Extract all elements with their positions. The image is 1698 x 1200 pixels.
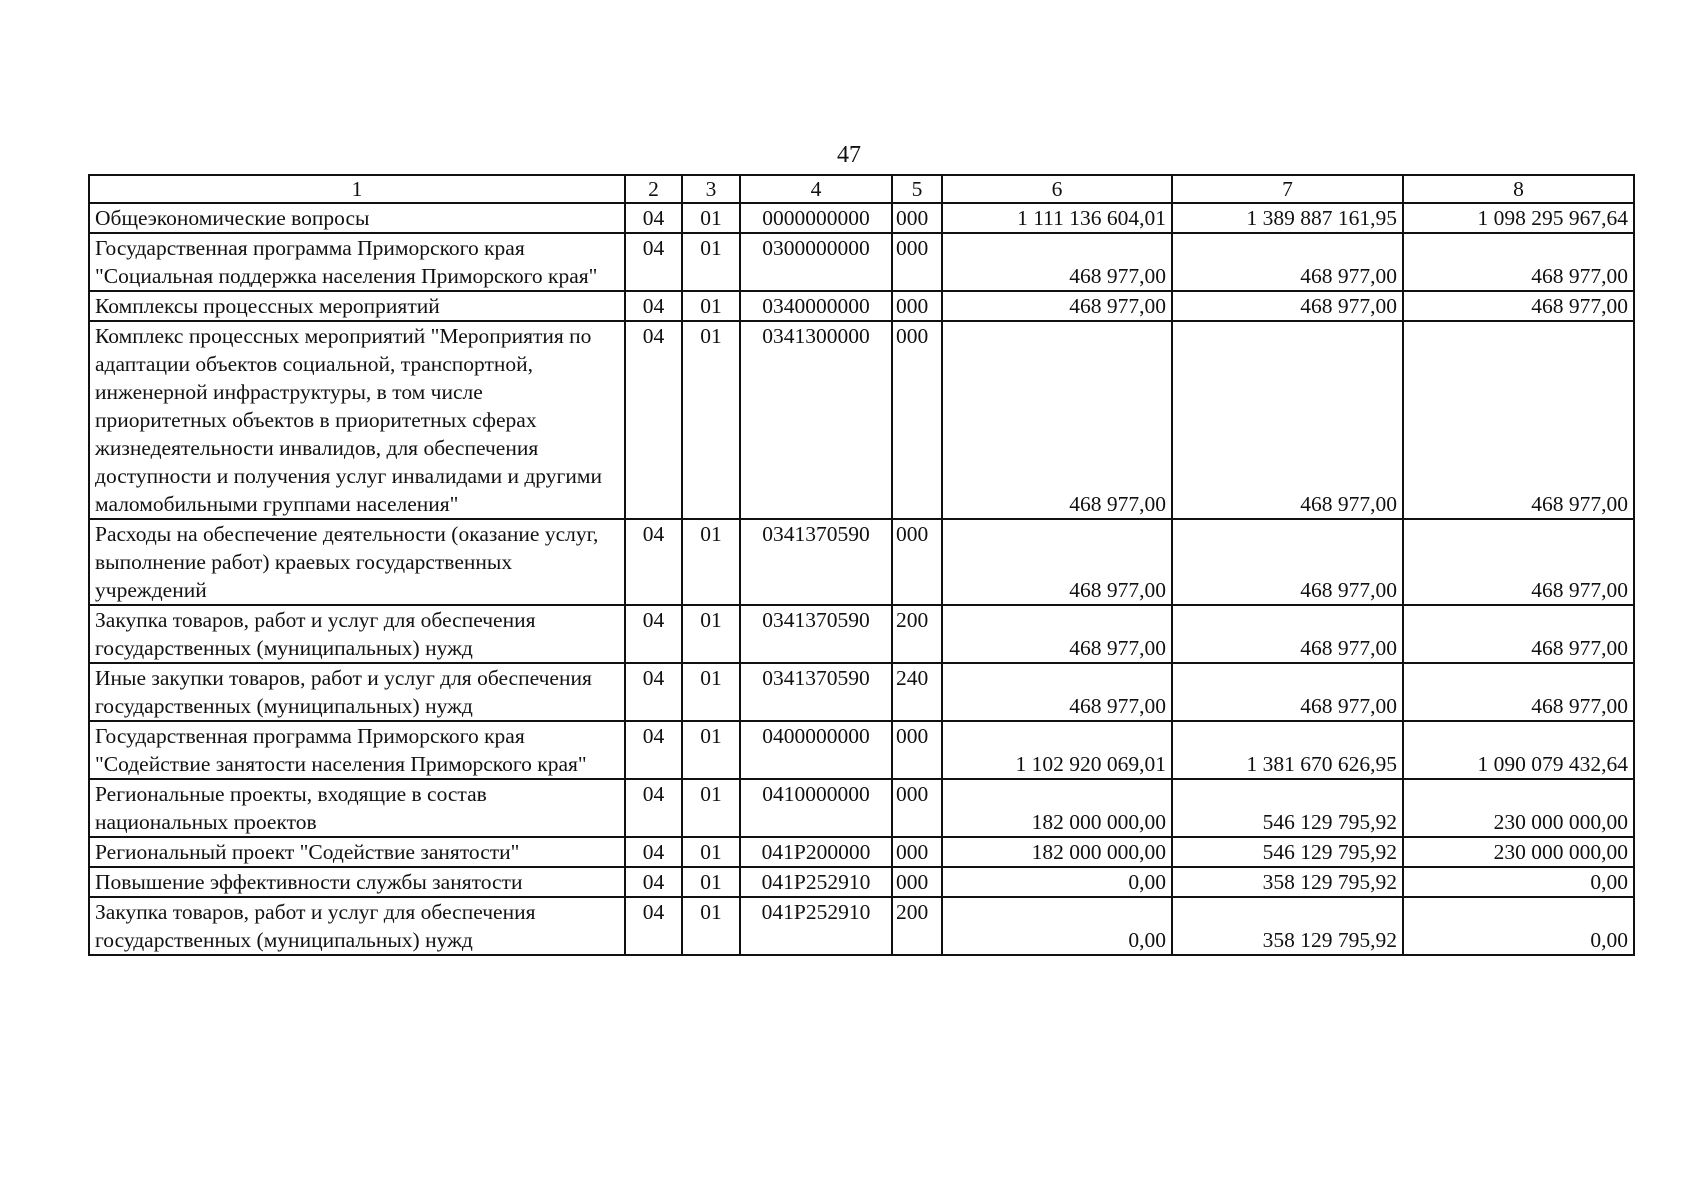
target-article-cell: 0341370590 xyxy=(740,519,892,605)
section-code-cell: 04 xyxy=(625,721,682,779)
target-article-cell: 0400000000 xyxy=(740,721,892,779)
target-article-cell: 0410000000 xyxy=(740,779,892,837)
section-code-cell: 04 xyxy=(625,605,682,663)
row-name-cell: Государственная программа Приморского края "Социальная поддержка населения Приморского края" xyxy=(89,233,625,291)
table-body xyxy=(89,175,1634,955)
table-row xyxy=(89,663,1634,721)
section-code-cell: 04 xyxy=(625,291,682,321)
section-code-cell: 04 xyxy=(625,203,682,233)
amount-col8-cell: 468 977,00 xyxy=(1403,605,1634,663)
expense-type-cell: 000 xyxy=(892,519,942,605)
target-article-cell: 0341300000 xyxy=(740,321,892,519)
amount-col6-cell: 468 977,00 xyxy=(942,291,1172,321)
expense-type-cell: 000 xyxy=(892,721,942,779)
column-header: 6 xyxy=(942,175,1172,203)
table-row xyxy=(89,605,1634,663)
column-header: 3 xyxy=(682,175,740,203)
header-row xyxy=(89,175,1634,203)
amount-col6-cell: 1 102 920 069,01 xyxy=(942,721,1172,779)
section-code-cell: 04 xyxy=(625,867,682,897)
amount-col8-cell: 468 977,00 xyxy=(1403,291,1634,321)
table-row xyxy=(89,233,1634,291)
amount-col6-cell: 0,00 xyxy=(942,897,1172,955)
subsection-code-cell: 01 xyxy=(682,605,740,663)
expense-type-cell: 000 xyxy=(892,867,942,897)
target-article-cell: 041P252910 xyxy=(740,867,892,897)
amount-col7-cell: 468 977,00 xyxy=(1172,233,1403,291)
column-header: 8 xyxy=(1403,175,1634,203)
expense-type-cell: 200 xyxy=(892,605,942,663)
table-row xyxy=(89,867,1634,897)
table-row xyxy=(89,519,1634,605)
amount-col8-cell: 230 000 000,00 xyxy=(1403,779,1634,837)
row-name-cell: Государственная программа Приморского края "Содействие занятости населения Приморского края" xyxy=(89,721,625,779)
row-name-cell: Закупка товаров, работ и услуг для обеспечения государственных (муниципальных) нужд xyxy=(89,897,625,955)
target-article-cell: 0341370590 xyxy=(740,605,892,663)
table-row xyxy=(89,779,1634,837)
column-header: 1 xyxy=(89,175,625,203)
amount-col7-cell: 468 977,00 xyxy=(1172,321,1403,519)
section-code-cell: 04 xyxy=(625,519,682,605)
table-row xyxy=(89,203,1634,233)
amount-col8-cell: 468 977,00 xyxy=(1403,519,1634,605)
expense-type-cell: 000 xyxy=(892,779,942,837)
target-article-cell: 0340000000 xyxy=(740,291,892,321)
amount-col6-cell: 468 977,00 xyxy=(942,605,1172,663)
amount-col6-cell: 468 977,00 xyxy=(942,321,1172,519)
subsection-code-cell: 01 xyxy=(682,233,740,291)
amount-col6-cell: 468 977,00 xyxy=(942,519,1172,605)
target-article-cell: 0300000000 xyxy=(740,233,892,291)
section-code-cell: 04 xyxy=(625,663,682,721)
amount-col7-cell: 468 977,00 xyxy=(1172,291,1403,321)
amount-col7-cell: 468 977,00 xyxy=(1172,663,1403,721)
subsection-code-cell: 01 xyxy=(682,321,740,519)
subsection-code-cell: 01 xyxy=(682,663,740,721)
expense-type-cell: 240 xyxy=(892,663,942,721)
amount-col8-cell: 1 090 079 432,64 xyxy=(1403,721,1634,779)
amount-col7-cell: 1 389 887 161,95 xyxy=(1172,203,1403,233)
row-name-cell: Закупка товаров, работ и услуг для обеспечения государственных (муниципальных) нужд xyxy=(89,605,625,663)
section-code-cell: 04 xyxy=(625,837,682,867)
row-name-cell: Региональный проект "Содействие занятости" xyxy=(89,837,625,867)
subsection-code-cell: 01 xyxy=(682,779,740,837)
expense-type-cell: 000 xyxy=(892,233,942,291)
column-header: 7 xyxy=(1172,175,1403,203)
row-name-cell: Повышение эффективности службы занятости xyxy=(89,867,625,897)
amount-col8-cell: 468 977,00 xyxy=(1403,233,1634,291)
amount-col7-cell: 468 977,00 xyxy=(1172,605,1403,663)
subsection-code-cell: 01 xyxy=(682,867,740,897)
row-name-cell: Расходы на обеспечение деятельности (оказание услуг, выполнение работ) краевых государственных учреждений xyxy=(89,519,625,605)
subsection-code-cell: 01 xyxy=(682,519,740,605)
target-article-cell: 0341370590 xyxy=(740,663,892,721)
amount-col7-cell: 1 381 670 626,95 xyxy=(1172,721,1403,779)
section-code-cell: 04 xyxy=(625,321,682,519)
amount-col7-cell: 546 129 795,92 xyxy=(1172,837,1403,867)
row-name-cell: Комплексы процессных мероприятий xyxy=(89,291,625,321)
subsection-code-cell: 01 xyxy=(682,721,740,779)
budget-table xyxy=(88,174,1635,956)
subsection-code-cell: 01 xyxy=(682,897,740,955)
target-article-cell: 041P200000 xyxy=(740,837,892,867)
amount-col8-cell: 0,00 xyxy=(1403,897,1634,955)
section-code-cell: 04 xyxy=(625,897,682,955)
subsection-code-cell: 01 xyxy=(682,837,740,867)
expense-type-cell: 200 xyxy=(892,897,942,955)
amount-col7-cell: 468 977,00 xyxy=(1172,519,1403,605)
page-number: 47 xyxy=(837,142,861,168)
amount-col8-cell: 1 098 295 967,64 xyxy=(1403,203,1634,233)
amount-col6-cell: 468 977,00 xyxy=(942,663,1172,721)
table-row xyxy=(89,837,1634,867)
expense-type-cell: 000 xyxy=(892,291,942,321)
table-row xyxy=(89,897,1634,955)
row-name-cell: Региональные проекты, входящие в состав национальных проектов xyxy=(89,779,625,837)
amount-col6-cell: 468 977,00 xyxy=(942,233,1172,291)
amount-col6-cell: 0,00 xyxy=(942,867,1172,897)
table-row xyxy=(89,321,1634,519)
table-row xyxy=(89,291,1634,321)
section-code-cell: 04 xyxy=(625,779,682,837)
column-header: 5 xyxy=(892,175,942,203)
row-name-cell: Комплекс процессных мероприятий "Мероприятия по адаптации объектов социальной, транспортной, инженерной инфраструктуры, в том числе приоритетных объектов в приоритетных сферах жизнедеятельности инвалидов, для обеспечения доступности и получения услуг инвалидами и другими маломобильными группами населения" xyxy=(89,321,625,519)
expense-type-cell: 000 xyxy=(892,203,942,233)
amount-col7-cell: 546 129 795,92 xyxy=(1172,779,1403,837)
amount-col8-cell: 230 000 000,00 xyxy=(1403,837,1634,867)
table-row xyxy=(89,721,1634,779)
amount-col7-cell: 358 129 795,92 xyxy=(1172,897,1403,955)
amount-col8-cell: 468 977,00 xyxy=(1403,663,1634,721)
column-header: 2 xyxy=(625,175,682,203)
section-code-cell: 04 xyxy=(625,233,682,291)
row-name-cell: Иные закупки товаров, работ и услуг для обеспечения государственных (муниципальных) нужд xyxy=(89,663,625,721)
amount-col6-cell: 1 111 136 604,01 xyxy=(942,203,1172,233)
amount-col6-cell: 182 000 000,00 xyxy=(942,837,1172,867)
expense-type-cell: 000 xyxy=(892,321,942,519)
target-article-cell: 0000000000 xyxy=(740,203,892,233)
column-header: 4 xyxy=(740,175,892,203)
target-article-cell: 041P252910 xyxy=(740,897,892,955)
amount-col8-cell: 468 977,00 xyxy=(1403,321,1634,519)
amount-col7-cell: 358 129 795,92 xyxy=(1172,867,1403,897)
row-name-cell: Общеэкономические вопросы xyxy=(89,203,625,233)
subsection-code-cell: 01 xyxy=(682,203,740,233)
expense-type-cell: 000 xyxy=(892,837,942,867)
amount-col8-cell: 0,00 xyxy=(1403,867,1634,897)
amount-col6-cell: 182 000 000,00 xyxy=(942,779,1172,837)
subsection-code-cell: 01 xyxy=(682,291,740,321)
